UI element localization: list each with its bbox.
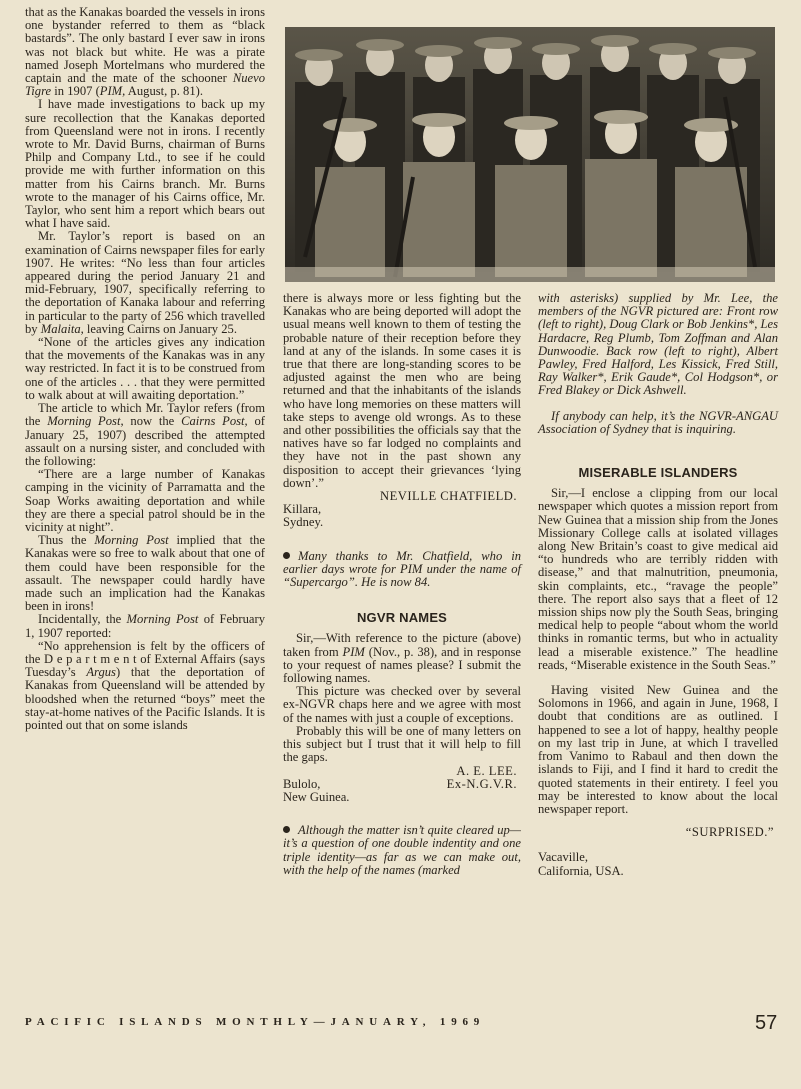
ship-name: Malaita,: [40, 321, 84, 336]
text: Mr. Taylor’s report is based on an examination of Cairns newspaper files for early 1907. He writes: “No less than four articles appeared during the period January 21 and mid-February, 1907, specifically referring to the deportation of Kanaka labour and referring in particular to the party of 256 which travelled by: [25, 229, 265, 336]
ship-name: Nuevo Tigre: [25, 71, 265, 99]
text: of January 25, 1907) described the attempted assault on a nursing sister, and concluded with the following:: [25, 414, 266, 468]
text: that as the Kanakas boarded the vessels in irons one bystander referred to them as “black bastards”. The only bastard I ever saw in irons was not black but white. He was a pirate named Joseph Mortelmans who murdered the captain and the mate of the schooner: [25, 5, 265, 86]
text: (Nov., p. 38), and in response to your request of names please? I submit the following names.: [283, 644, 521, 686]
newspaper-name: Morning Post,: [47, 414, 124, 429]
paragraph: Having visited New Guinea and the Solomons in 1966, and again in June, 1968, I doubt that conditions are as outlined. I happened to see a lot of happy, healthy people on my last trip in June, at which I travelled from Vanimo to Rabaul and then down the islands to Fiji, and I find it hard to credit the quoted statements in their entirety. I feel you may be interested to know about the local newspaper report.: [538, 683, 778, 816]
paragraph: “None of the articles gives any indication that the movements of the Kanakas was in any way restricted. In fact it is to be construed from one of the articles . . . that they were permitted to walk about at will awaiting deportation.”: [25, 335, 265, 402]
place-line: Bulolo,: [283, 776, 321, 791]
text: The article to which Mr. Taylor refers (from the: [25, 401, 265, 429]
text: in 1907 (: [51, 84, 100, 99]
pim-ref: PIM: [342, 644, 365, 659]
text: leaving Cairns on January 25.: [83, 321, 237, 336]
text: implied that the Kanakas were so free to walk about that one of them could have been responsible for the assault. The newspaper could hardly have made such an implication had the Kanakas been in irons!: [25, 533, 265, 614]
ngvr-group-photo: [285, 27, 775, 282]
column-1: [25, 6, 265, 732]
place-line: Sydney.: [283, 515, 324, 530]
editor-note: If anybody can help, it’s the NGVR-ANGAU Association of Sydney that is inquiring.: [538, 408, 778, 436]
text: Incidentally, the: [38, 612, 127, 627]
paragraph: [283, 632, 521, 685]
column-2: [283, 292, 521, 877]
place-line: Vacaville,: [538, 850, 588, 865]
text: of February 1, 1907 reported:: [25, 612, 265, 640]
paragraph: [25, 640, 265, 732]
newspaper-name: Argus: [86, 665, 116, 680]
paragraph: [25, 534, 265, 613]
paragraph: [25, 402, 265, 468]
paragraph: “There are a large number of Kanakas camping in the vicinity of Parramatta and the Soap Works awaiting deportation and while they are there a special patrol should be in the vicinity at night”.: [25, 467, 265, 534]
paragraph: This picture was checked over by several ex-NGVR chaps here and we agree with most of the names with just a couple of exceptions.: [283, 684, 521, 725]
editor-note: [283, 824, 521, 877]
photo-illustration: [285, 27, 775, 282]
editor-note: [283, 550, 521, 590]
signature: A. E. LEE.: [456, 763, 517, 778]
bullet-icon: [283, 552, 290, 559]
paragraph: [25, 230, 265, 336]
paragraph: I have made investigations to back up my sure recollection that the Kanakas deported from Queensland were not in irons. I recently wrote to Mr. David Burns, chairman of Burns Philp and Company Ltd., to see if he could provide me with further information on this matter from his Cairns branch. Mr. Burns wrote to the manager of his Cairns office, Mr. Taylor, who sent him a report which bears out what I have said.: [25, 97, 265, 231]
section-heading: NGVR NAMES: [356, 610, 448, 626]
text: now the: [123, 414, 182, 429]
text: Sir,—With reference to the picture (above) taken from: [283, 631, 521, 659]
newspaper-name: Morning Post: [126, 612, 199, 627]
place-line: California, USA.: [538, 863, 624, 878]
signature: “SURPRISED.”: [685, 825, 774, 840]
signature-row: [283, 778, 521, 791]
pim-ref: PIM,: [99, 84, 126, 99]
paragraph: [25, 6, 265, 98]
running-footer: PACIFIC ISLANDS MONTHLY—JANUARY, 1969: [25, 1016, 486, 1028]
page-number: 57: [755, 1012, 778, 1034]
newspaper-name: Cairns Post,: [181, 414, 248, 429]
text: ) that the deportation of Kanakas from Queensland will be attended by bloodshed when the returned “boys” meet the stay-at-home natives of the Pacific Islands. It is pointed out that on some islands: [25, 665, 265, 732]
place-line: Killara,: [283, 502, 322, 517]
section-heading: MISERABLE ISLANDERS: [578, 465, 738, 481]
editor-note-text: Although the matter isn’t quite cleared up—it’s a question of one double indentity and one triple identity—as far as we can make out, with the help of the names (marked: [283, 823, 521, 877]
signature: NEVILLE CHATFIELD.: [379, 489, 517, 504]
paragraph: Sir,—I enclose a clipping from our local newspaper which quotes a mission report from New Guinea that a mission ship from the Jones Missionary College calls at isolated villages along New Britain’s coast to give medical aid “to hundreds who are terribly ridden with disease,” and that malnutrition, pneumonia, skin complaints, etc., “ravage the people” there. The report also says that a fleet of 12 mission ships now ply the South Seas, bringing medical help to people “about whom the world thinks in romantic terms, but who in actuality lead a miserable existence.” The headline reads, “Miserable existence in the South Seas.”: [538, 486, 778, 672]
text: “No apprehension is felt by the officers of the D e p a r t m e n t of External Affairs (says Tuesday’s: [25, 638, 265, 680]
editor-note-text: Many thanks to Mr. Chatfield, who in earlier days wrote for PIM under the name of “Supercargo”. He is now 84.: [283, 548, 521, 590]
newspaper-name: Morning Post: [94, 533, 169, 548]
signature-affiliation: Ex-N.G.V.R.: [446, 776, 517, 791]
paragraph: there is always more or less fighting but the Kanakas who are being deported will adopt the usual means well known to them of testing the probable nature of their reception before they land at any of the islands. In some cases it is true that there are long-standing scores to be adjusted against the men who are being returned and that the inhabitants of the islands who have long memories on these matters will take steps to avenge old wrongs. As to these and other possibilities the officials say that the natives have so far lodged no complaints and they have not in the past shown any disposition to accept their grievances ‘lying down’.”: [283, 291, 521, 490]
text: Thus the: [38, 533, 95, 548]
editor-note: with asterisks) supplied by Mr. Lee, the members of the NGVR pictured are: Front row (left to right), Doug Clark or Bob Jenkins*, Les Hardacre, Reg Plumb, Tom Zoffman and Alan Dunwoodie. Back row (left to right), Albert Pawley, Fred Halford, Les Kissick, Fred Still, Ray Walker*, Erik Gaude*, Col Hodgson*, or Fred Blakey or Dick Ashwell.: [538, 291, 778, 398]
paragraph: [25, 613, 265, 639]
bullet-icon: [283, 826, 290, 833]
text: August, p. 81).: [125, 84, 203, 99]
paragraph: Probably this will be one of many letters on this subject but I trust that it will help to fill the gaps.: [283, 723, 521, 765]
place-line: New Guinea.: [283, 789, 350, 804]
column-3: [538, 292, 778, 878]
